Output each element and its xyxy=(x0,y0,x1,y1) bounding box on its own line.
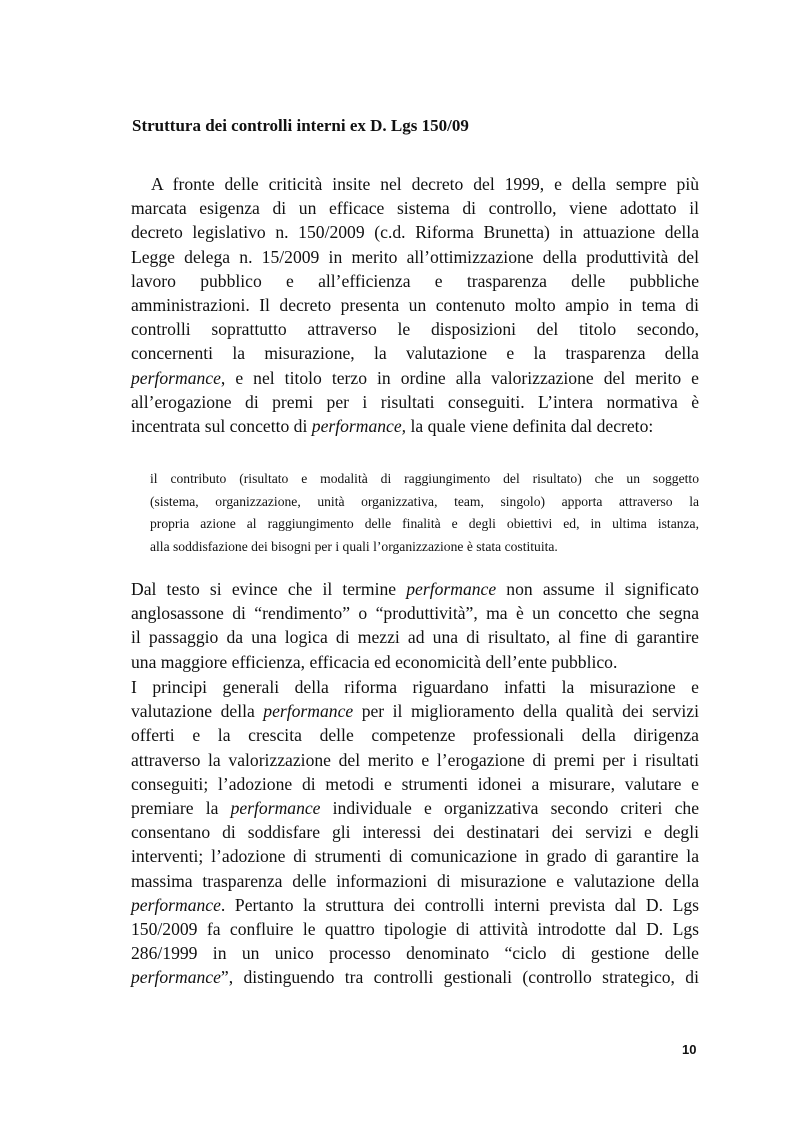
text-fragment: incentrata sul concetto di xyxy=(131,416,312,437)
text-fragment: per il miglioramento della qualità dei servizi xyxy=(353,701,700,722)
text-line: controlli soprattutto attraverso le disposizioni del titolo secondo, xyxy=(131,319,699,340)
text-line xyxy=(131,577,699,601)
paragraph-intro xyxy=(131,172,699,438)
text-line: offerti e la crescita delle competenze professionali della dirigenza xyxy=(131,725,699,746)
quote-line: alla soddisfazione dei bisogni per i quali l’organizzazione è stata costituita. xyxy=(150,538,558,554)
text-line xyxy=(131,699,699,723)
text-fragment: ”, distinguendo tra controlli gestionali (controllo strategico, di xyxy=(220,967,699,988)
text-fragment: la quale viene definita dal decreto: xyxy=(406,416,654,437)
quote-line: (sistema, organizzazione, unità organizzativa, team, singolo) apporta attraverso la xyxy=(150,493,699,509)
page-number: 10 xyxy=(682,1042,697,1057)
text-line xyxy=(131,414,699,438)
text-line: A fronte delle criticità insite nel decreto del 1999, e della sempre più xyxy=(151,174,699,194)
italic-term: performance xyxy=(263,701,354,722)
text-line xyxy=(131,796,699,820)
text-line: 150/2009 fa confluire le quattro tipologie di attività introdotte dal D. Lgs xyxy=(131,919,699,940)
text-line: una maggiore efficienza, efficacia ed economicità dell’ente pubblico. xyxy=(131,651,618,672)
text-line xyxy=(131,965,699,989)
italic-term: performance, xyxy=(311,416,407,437)
text-fragment: valutazione della xyxy=(131,701,264,722)
italic-term: performance xyxy=(131,967,221,988)
text-fragment: Dal testo si evince che il termine xyxy=(131,579,407,599)
text-line: consentano di soddisfare gli interessi dei destinatari dei servizi e degli xyxy=(131,822,699,843)
text-fragment: premiare la xyxy=(131,798,231,819)
text-line: marcata esigenza di un efficace sistema di controllo, viene adottato il xyxy=(131,198,699,219)
text-line: anglosassone di “rendimento” o “produttività”, ma è un concetto che segna xyxy=(131,603,699,624)
text-fragment: , e nel titolo terzo in ordine alla valorizzazione del merito e xyxy=(220,367,699,388)
text-line: conseguiti; l’adozione di metodi e strumenti idonei a misurare, valutare e xyxy=(131,773,699,794)
text-line: massima trasparenza delle informazioni di misurazione e valutazione della xyxy=(131,870,699,891)
paragraph-principles xyxy=(131,675,699,990)
text-line: I principi generali della riforma riguardano infatti la misurazione e xyxy=(131,677,699,697)
text-line: all’erogazione di premi per i risultati conseguiti. L’intera normativa è xyxy=(131,391,699,412)
quote-line: propria azione al raggiungimento delle finalità e degli obiettivi ed, in ultima istanza, xyxy=(150,516,699,532)
italic-term: performance xyxy=(406,579,497,599)
italic-term: performance xyxy=(131,894,221,915)
quote-line: il contributo (risultato e modalità di raggiungimento del risultato) che un soggetto xyxy=(150,471,699,486)
text-fragment: . Pertanto la struttura dei controlli interni prevista dal D. Lgs xyxy=(220,894,699,915)
text-line: 286/1999 in un unico processo denominato “ciclo di gestione delle xyxy=(131,943,699,964)
text-line xyxy=(131,366,699,390)
section-heading: Struttura dei controlli interni ex D. Lgs 150/09 xyxy=(132,116,469,135)
text-line: attraverso la valorizzazione del merito e l’erogazione di premi per i risultati xyxy=(131,749,699,770)
text-line: decreto legislativo n. 150/2009 (c.d. Riforma Brunetta) in attuazione della xyxy=(131,222,699,243)
text-fragment: individuale e organizzativa secondo criteri che xyxy=(320,798,700,819)
text-line: interventi; l’adozione di strumenti di comunicazione in grado di garantire la xyxy=(131,846,699,867)
text-line: lavoro pubblico e all’efficienza e trasparenza delle pubbliche xyxy=(131,270,699,291)
text-line: concernenti la misurazione, la valutazione e la trasparenza della xyxy=(131,343,699,364)
text-line: il passaggio da una logica di mezzi ad una di risultato, al fine di garantire xyxy=(131,627,699,648)
paragraph-meaning xyxy=(131,577,699,674)
text-line: amministrazioni. Il decreto presenta un contenuto molto ampio in tema di xyxy=(131,295,699,316)
text-fragment: non assume il significato xyxy=(496,579,699,599)
text-line xyxy=(131,893,699,917)
text-line: Legge delega n. 15/2009 in merito all’ottimizzazione della produttività del xyxy=(131,246,699,267)
italic-term: performance xyxy=(131,367,221,388)
definition-quote xyxy=(150,468,699,558)
italic-term: performance xyxy=(230,798,321,819)
